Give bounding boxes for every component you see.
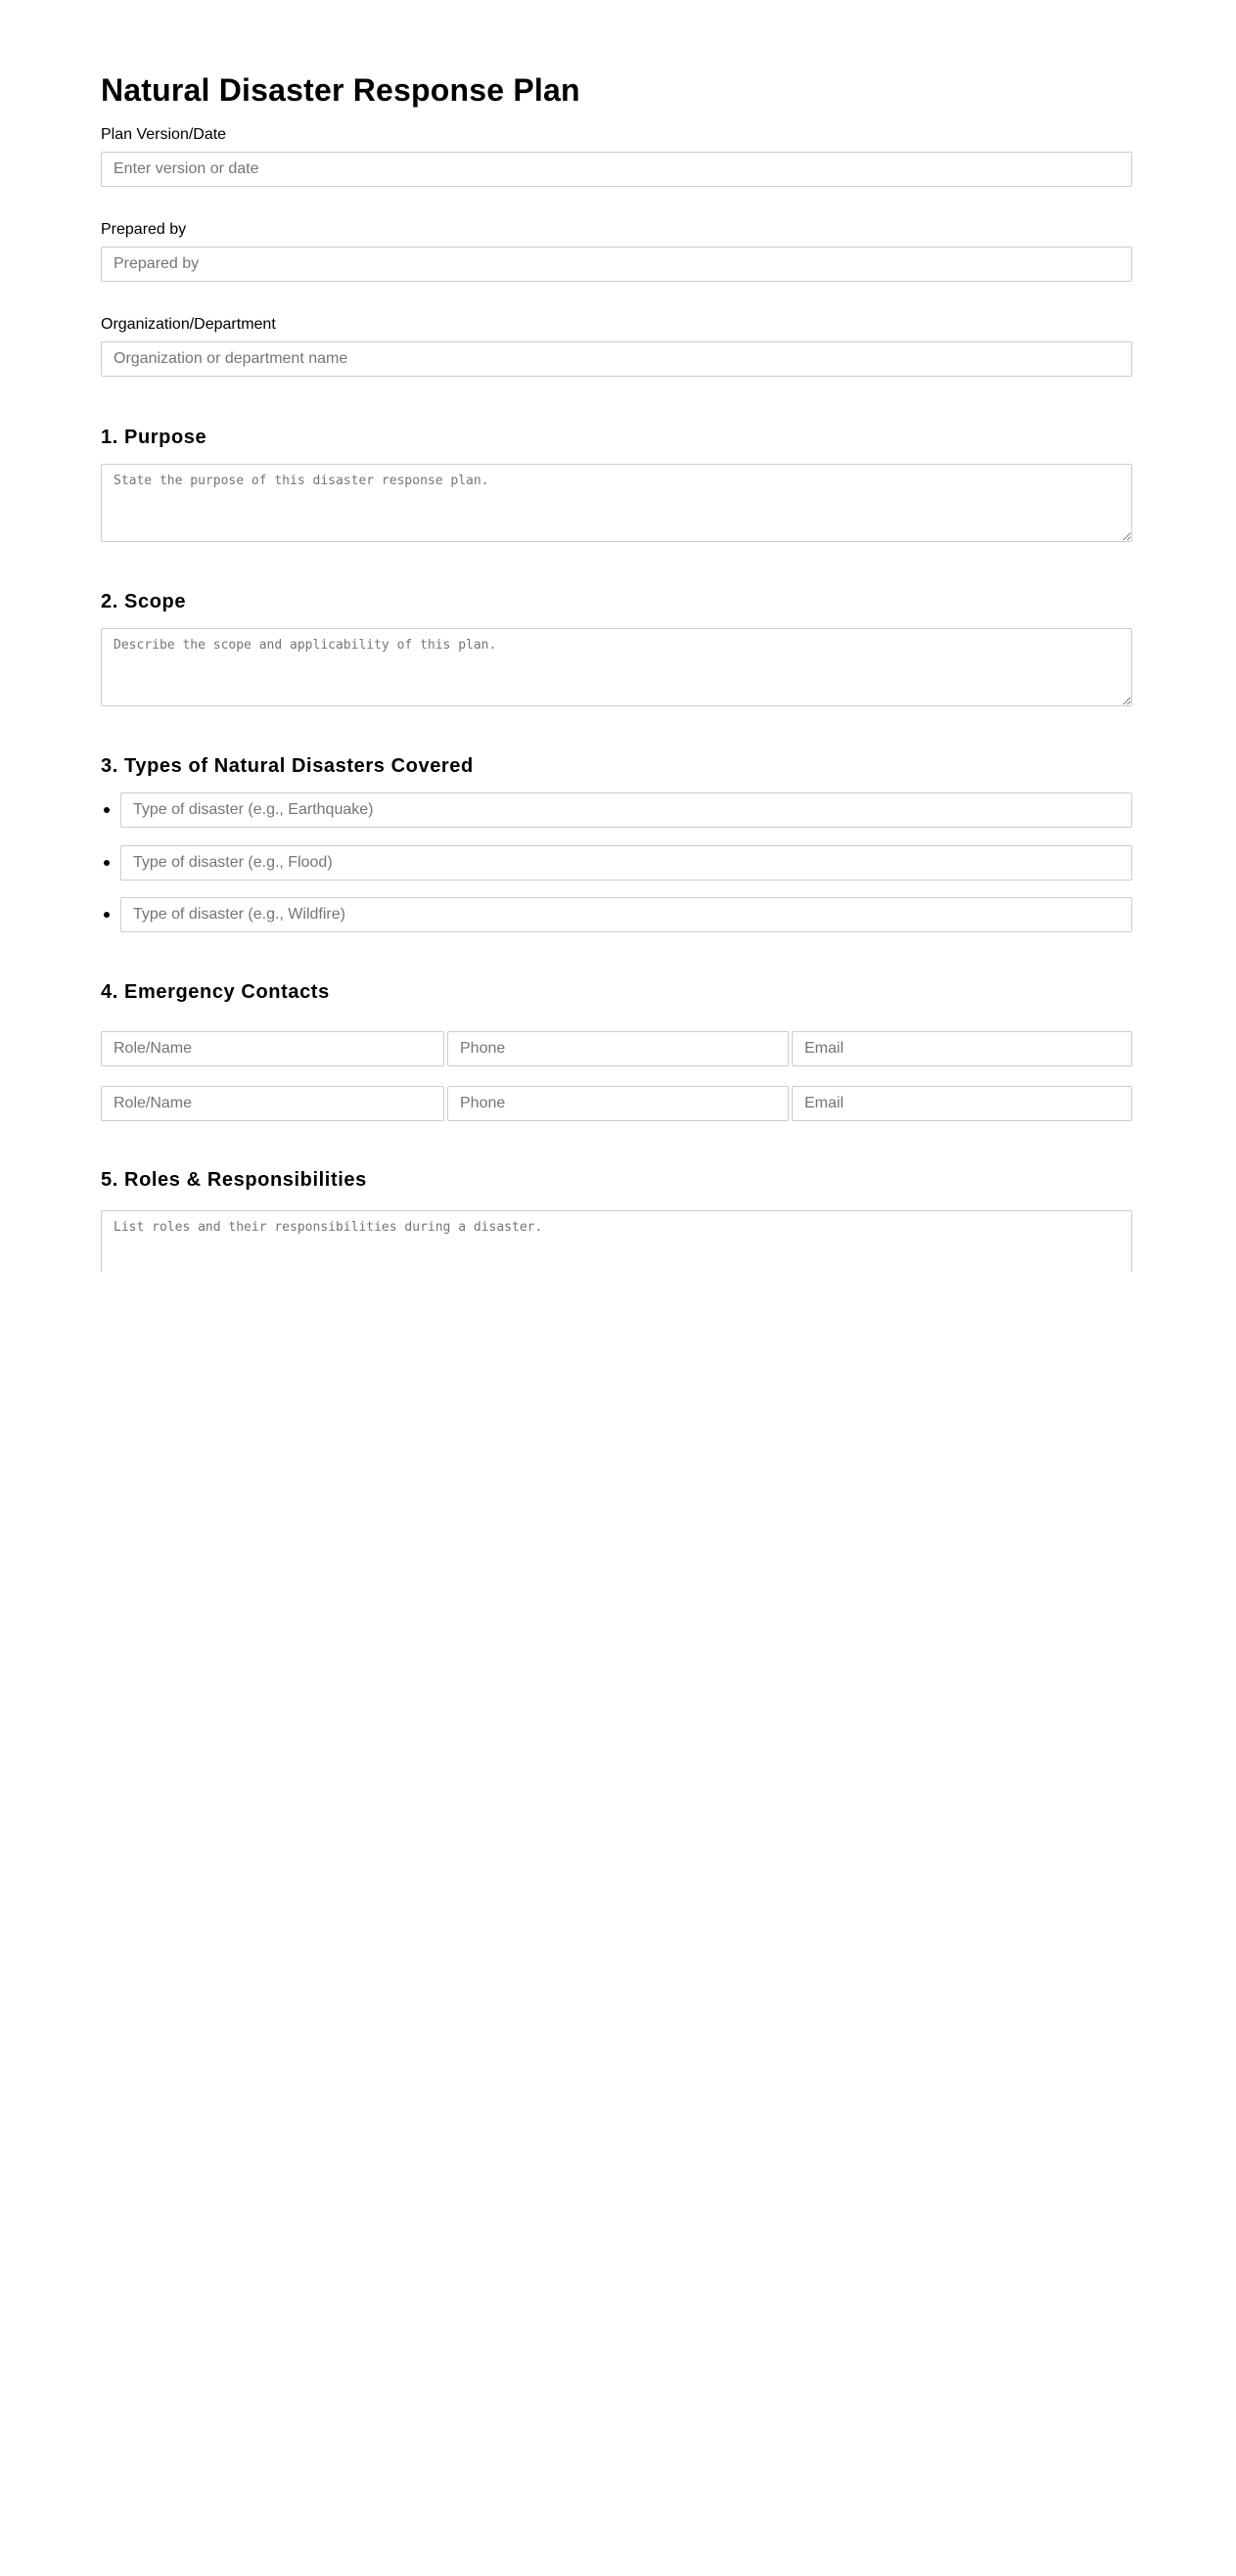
- scope-textarea[interactable]: [101, 628, 1132, 706]
- purpose-heading: 1. Purpose: [101, 427, 207, 448]
- plan-version-input[interactable]: [101, 152, 1132, 187]
- organization-label: Organization/Department: [101, 316, 276, 333]
- organization-input[interactable]: [101, 341, 1132, 377]
- plan-version-label: Plan Version/Date: [101, 126, 227, 143]
- roles-textarea[interactable]: [101, 1210, 1132, 1272]
- page-title: Natural Disaster Response Plan: [101, 72, 580, 108]
- emergency-contacts-heading: 4. Emergency Contacts: [101, 981, 330, 1003]
- disaster-type-input-1[interactable]: [120, 792, 1132, 828]
- disaster-type-input-3[interactable]: [120, 897, 1132, 932]
- prepared-by-input[interactable]: [101, 247, 1132, 282]
- bullet-icon: [104, 807, 110, 813]
- contact-phone-input[interactable]: [447, 1031, 789, 1066]
- disaster-type-input-2[interactable]: [120, 845, 1132, 881]
- bullet-icon: [104, 860, 110, 866]
- bullet-icon: [104, 912, 110, 918]
- contact-role-input[interactable]: [101, 1086, 444, 1121]
- contact-email-input[interactable]: [792, 1031, 1132, 1066]
- purpose-textarea[interactable]: [101, 464, 1132, 542]
- scope-heading: 2. Scope: [101, 591, 187, 612]
- prepared-by-label: Prepared by: [101, 221, 187, 238]
- contact-email-input[interactable]: [792, 1086, 1132, 1121]
- roles-heading: 5. Roles & Responsibilities: [101, 1169, 367, 1191]
- disaster-types-heading: 3. Types of Natural Disasters Covered: [101, 755, 474, 777]
- contact-role-input[interactable]: [101, 1031, 444, 1066]
- contact-phone-input[interactable]: [447, 1086, 789, 1121]
- response-plan-form: [101, 0, 1132, 1272]
